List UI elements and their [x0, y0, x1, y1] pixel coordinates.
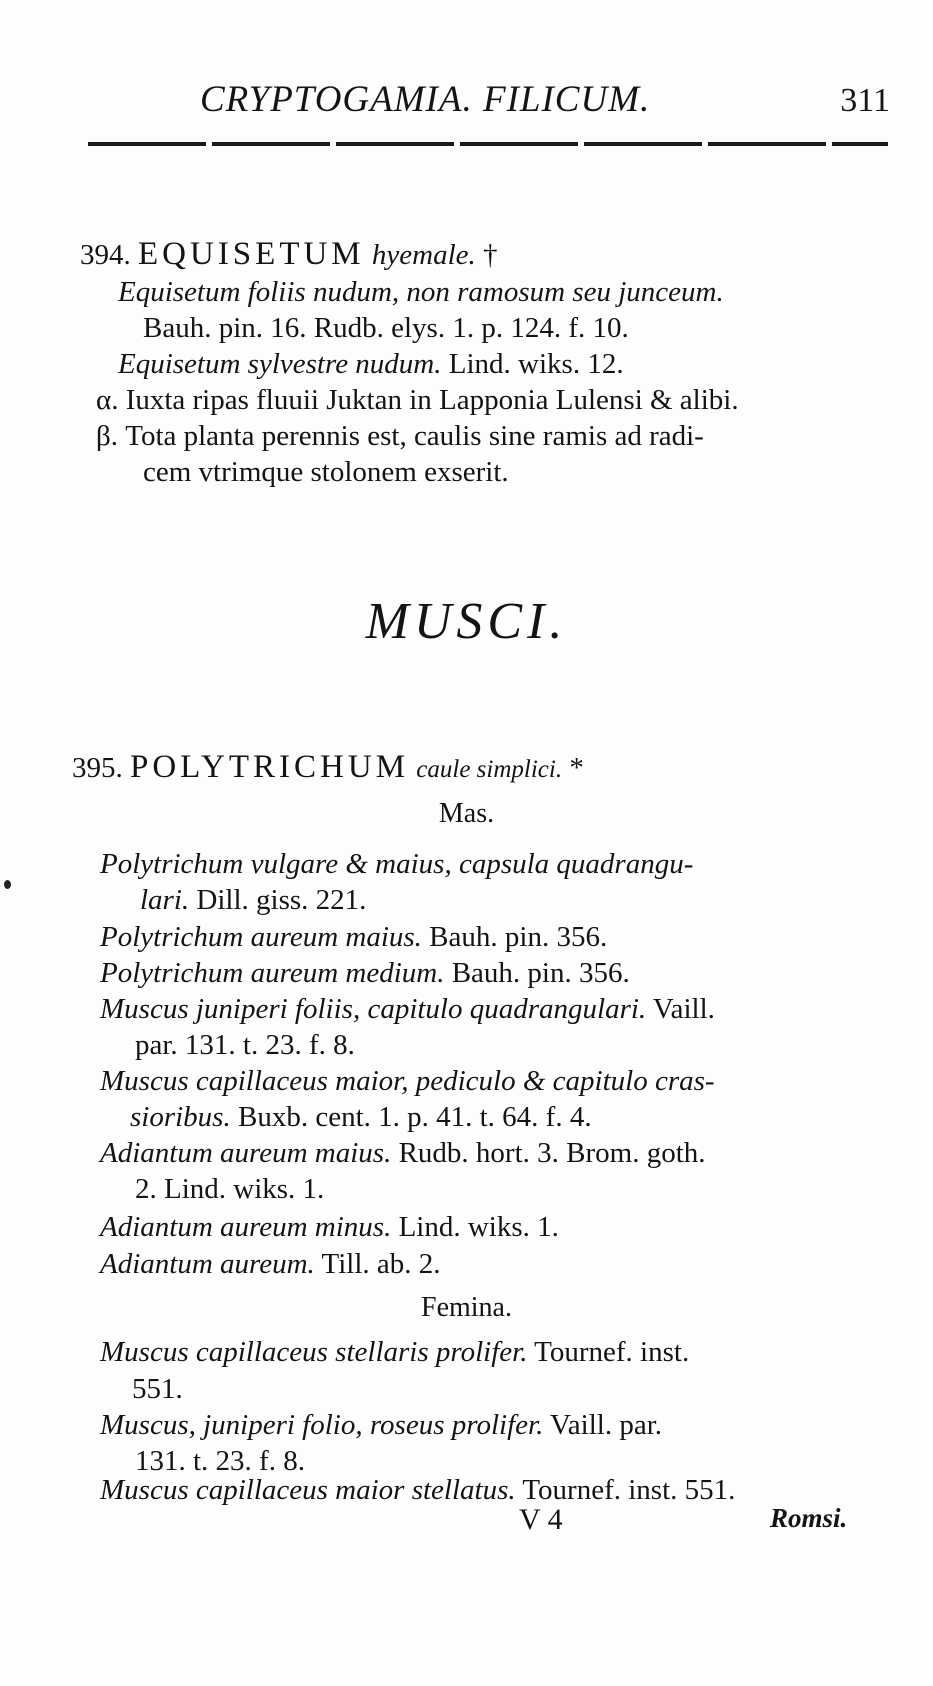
synonym-line: Bauh. pin. 16. Rudb. elys. 1. p. 124. f. 10. [143, 312, 629, 344]
catchword: Romsi. [770, 1503, 848, 1533]
genus-name: EQUISETUM [138, 236, 365, 272]
synonym-line: Polytrichum vulgare & maius, capsula quadrangu- [100, 848, 694, 880]
entry-mark: * [569, 752, 584, 784]
synonym-line: sioribus. Buxb. cent. 1. p. 41. t. 64. f. 4. [130, 1101, 592, 1133]
synonym-line: Muscus capillaceus stellaris prolifer. Tournef. inst. [100, 1336, 690, 1368]
genus-name: POLYTRICHUM [130, 749, 410, 785]
synonym-line: Equisetum sylvestre nudum. Lind. wiks. 12. [118, 348, 624, 380]
synonym-line: 2. Lind. wiks. 1. [135, 1173, 325, 1205]
page-header [200, 78, 890, 128]
synonym-line: Adiantum aureum maius. Rudb. hort. 3. Brom. goth. [100, 1137, 706, 1169]
mas-label: Mas. [438, 798, 495, 829]
synonym-line: Polytrichum aureum maius. Bauh. pin. 356. [100, 921, 608, 953]
femina-label: Femina. [421, 1292, 512, 1323]
variety-alpha-line: α. Iuxta ripas fluuii Juktan in Lapponia Lulensi & alibi. [96, 384, 739, 416]
synonym-line: 131. t. 23. f. 8. [135, 1445, 305, 1477]
page-number: 311 [840, 82, 890, 119]
synonym-line: Muscus capillaceus maior, pediculo & capitulo cras- [100, 1065, 715, 1097]
variety-beta-line: β. Tota planta perennis est, caulis sine ramis ad radi- [96, 420, 704, 452]
entry-number: 394. [80, 239, 131, 271]
synonym-line: Adiantum aureum minus. Lind. wiks. 1. [100, 1211, 559, 1243]
entry-number: 395. [72, 752, 123, 784]
synonym-line: par. 131. t. 23. f. 8. [135, 1029, 355, 1061]
section-title: MUSCI. [365, 593, 568, 650]
species-name: hyemale. [371, 239, 476, 271]
entry-mark: † [483, 239, 498, 271]
synonym-line: 551. [132, 1373, 183, 1405]
running-title: CRYPTOGAMIA. FILICUM. [200, 79, 651, 120]
variety-beta-line: cem vtrimque stolonem exserit. [143, 456, 509, 488]
entry-394-heading [80, 237, 498, 272]
synonym-line: Muscus capillaceus maior stellatus. Tournef. inst. 551. [100, 1474, 736, 1506]
signature-mark: V 4 [519, 1503, 563, 1536]
synonym-line: Muscus juniperi foliis, capitulo quadrangulari. Vaill. [100, 993, 715, 1025]
ink-speck [4, 880, 11, 889]
synonym-line: Muscus, juniperi folio, roseus prolifer. Vaill. par. [100, 1409, 663, 1441]
synonym-line: Polytrichum aureum medium. Bauh. pin. 356. [100, 957, 630, 989]
header-rule [88, 142, 888, 146]
synonym-line: Adiantum aureum. Till. ab. 2. [100, 1248, 441, 1280]
synonym-line: Equisetum foliis nudum, non ramosum seu junceum. [118, 276, 724, 308]
entry-395-heading [72, 750, 584, 787]
synonym-line: lari. Dill. giss. 221. [140, 884, 367, 916]
species-name: caule simplici. [416, 756, 563, 783]
